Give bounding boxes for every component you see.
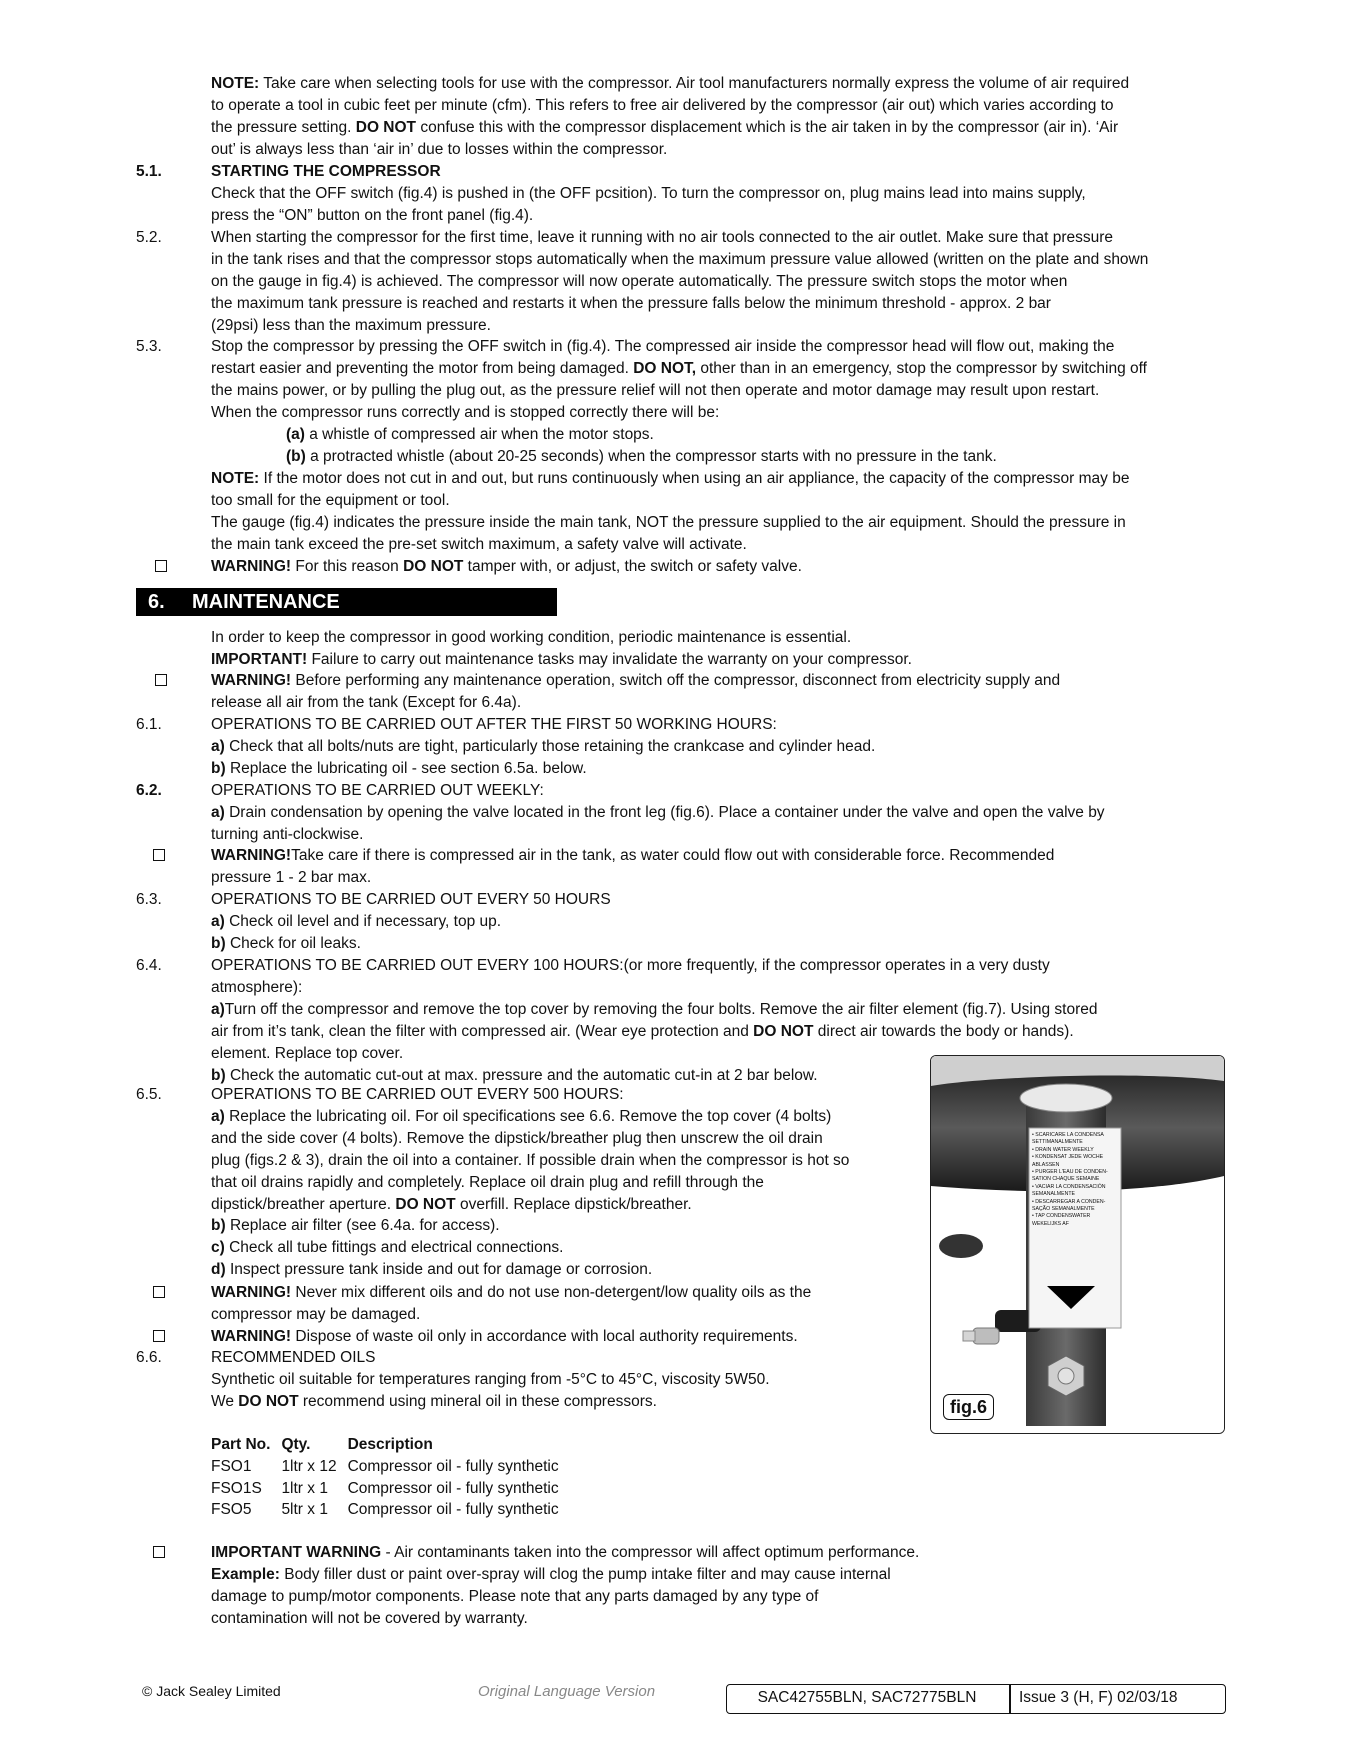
text-run: When the compressor runs correctly and is stopped correctly there will be: — [211, 403, 720, 421]
bold-run: a) — [211, 1000, 225, 1018]
text-run: Check all tube fittings and electrical connections. — [224, 1239, 564, 1257]
bold-run: (b) — [286, 447, 306, 465]
text-line — [211, 650, 912, 670]
text-run: OPERATIONS TO BE CARRIED OUT EVERY 500 HOURS: — [211, 1086, 624, 1103]
text-run: Dispose of waste oil only in accordance with local authority requirements. — [291, 1328, 798, 1345]
table-header-row — [211, 1434, 570, 1456]
bold-run: NOTE: — [211, 470, 260, 487]
text-line — [211, 1565, 891, 1585]
text-run: out’ is always less than ‘air in’ due to losses within the compressor. — [211, 140, 668, 158]
text-run: damage to pump/motor components. Please note that any parts damaged by any type of — [211, 1587, 819, 1605]
text-line — [211, 890, 611, 910]
text-line — [211, 693, 521, 713]
text-line — [211, 557, 802, 577]
section-number-5-3: 5.3. — [136, 338, 162, 355]
footer-model-box — [726, 1684, 1226, 1714]
text-line — [211, 1044, 403, 1064]
bold-run: WARNING! — [211, 672, 292, 689]
section-number-6-2: 6.2. — [136, 782, 162, 799]
text-line — [211, 1260, 652, 1280]
table-cell-part-no: FSO5 — [211, 1501, 252, 1519]
text-line — [211, 118, 1118, 138]
footer-language: Original Language Version — [478, 1683, 656, 1700]
figure-6-drain-valve-photo — [930, 1055, 1225, 1434]
text-line — [211, 469, 1129, 489]
text-line — [211, 1283, 811, 1303]
recommended-oils-table — [211, 1434, 570, 1521]
text-line — [211, 491, 450, 511]
text-run: element. Replace top cover. — [211, 1044, 404, 1062]
text-line — [211, 1066, 818, 1086]
text-line — [211, 316, 491, 336]
bold-run: IMPORTANT WARNING — [211, 1544, 382, 1561]
text-run: The gauge (fig.4) indicates the pressure inside the main tank, NOT the pressure supplied to the air equipment. Should the pressure in — [211, 513, 1126, 531]
text-line — [211, 846, 1054, 866]
text-line — [211, 184, 1086, 204]
text-line — [211, 912, 501, 932]
text-line — [211, 513, 1126, 533]
text-run: Check for oil leaks. — [225, 934, 361, 952]
bold-run: WARNING! — [211, 847, 292, 864]
bold-run: a) — [211, 912, 225, 930]
text-line — [286, 425, 654, 445]
text-line — [211, 294, 1051, 314]
text-run: overfill. Replace dipstick/breather. — [455, 1195, 692, 1213]
text-run: pressure 1 - 2 bar max. — [211, 868, 372, 886]
text-run: the pressure setting. — [211, 118, 356, 136]
text-line — [211, 1609, 528, 1629]
text-run: Check the automatic cut-out at max. pressure and the automatic cut-in at 2 bar below. — [225, 1066, 818, 1084]
text-line — [211, 934, 361, 954]
text-run: Failure to carry out maintenance tasks may invalidate the warranty on your compressor. — [307, 650, 912, 668]
text-line — [211, 1392, 657, 1412]
plate-line: • DESCARREGAR A CONDEN-SAÇÃO SEMANALMENTE — [1032, 1198, 1106, 1213]
text-run: direct air towards the body or hands). — [813, 1022, 1074, 1040]
bold-run: b) — [211, 1217, 226, 1235]
table-header-part-no: Part No. — [211, 1436, 271, 1453]
section-number-6-5: 6.5. — [136, 1086, 162, 1103]
section-number-6-6: 6.6. — [136, 1349, 162, 1366]
text-run: turning anti-clockwise. — [211, 825, 364, 843]
table-cell-description: Compressor oil - fully synthetic — [347, 1457, 559, 1475]
text-line — [211, 759, 587, 779]
bold-run: DO NOT — [355, 118, 417, 136]
text-run: air from it’s tank, clean the filter with compressed air. (Wear eye protection and — [211, 1022, 754, 1040]
text-line — [211, 1107, 831, 1127]
text-run: Inspect pressure tank inside and out for damage or corrosion. — [225, 1261, 653, 1279]
text-line — [211, 359, 1147, 379]
text-run: tamper with, or adjust, the switch or safety valve. — [463, 558, 802, 575]
text-run: and the side cover (4 bolts). Remove the dipstick/breather plug then unscrew the oil drain — [211, 1129, 823, 1147]
text-line — [211, 403, 719, 423]
footer-divider — [1009, 1685, 1011, 1713]
table-cell-qty: 1ltr x 12 — [281, 1457, 337, 1475]
text-run: Take care when selecting tools for use with the compressor. Air tool manufacturers normally express the volume of air required — [259, 75, 1130, 92]
text-run: dipstick/breather aperture. — [211, 1195, 396, 1213]
text-run: Check that the OFF switch (fig.4) is pushed in (the OFF pcsition). To turn the compressor on, plug mains lead into mains supply, — [211, 185, 1086, 202]
plate-line: • PURGER L'EAU DE CONDEN-SATION CHAQUE SEMAINE — [1032, 1169, 1108, 1183]
text-line — [286, 447, 997, 467]
text-line — [211, 628, 851, 648]
text-run: Before performing any maintenance operation, switch off the compressor, disconnect from electricity supply and — [291, 672, 1061, 689]
text-line — [211, 956, 1050, 976]
text-run: In order to keep the compressor in good working condition, periodic maintenance is essential. — [211, 629, 852, 646]
bold-run: (a) — [286, 426, 305, 443]
text-line — [211, 737, 875, 757]
text-run: contamination will not be covered by warranty. — [211, 1609, 528, 1627]
bold-run: DO NOT — [395, 1195, 456, 1213]
warning-checkbox-icon — [153, 849, 165, 861]
text-run: confuse this with the compressor displacement which is the air taken in by the compressor (air in). ‘Air — [416, 118, 1119, 136]
text-line — [211, 1173, 764, 1193]
bold-run: Example: — [211, 1565, 280, 1583]
table-cell-part-no: FSO1 — [211, 1457, 252, 1475]
footer-models: SAC42755BLN, SAC72775BLN — [757, 1689, 977, 1706]
table-cell-part-no: FSO1S — [211, 1479, 262, 1497]
warning-checkbox-icon — [155, 674, 167, 686]
table-cell-description: Compressor oil - fully synthetic — [347, 1501, 559, 1519]
bold-run: b) — [211, 934, 226, 952]
text-run: Synthetic oil suitable for temperatures ranging from -5°C to 45°C, viscosity 5W50. — [211, 1370, 770, 1388]
table-cell-description: Compressor oil - fully synthetic — [347, 1479, 559, 1497]
text-run: the main tank exceed the pre-set switch maximum, a safety valve will activate. — [211, 535, 747, 553]
text-line — [211, 1129, 823, 1149]
text-line — [211, 1543, 919, 1563]
text-run: OPERATIONS TO BE CARRIED OUT EVERY 50 HOURS — [211, 891, 611, 908]
text-line — [211, 272, 1067, 292]
bold-run: DO NOT — [238, 1392, 299, 1410]
text-run: atmosphere): — [211, 978, 303, 996]
text-line — [211, 381, 1099, 401]
text-line — [211, 337, 1114, 357]
bold-run: WARNING! — [211, 558, 292, 575]
bold-run: DO NOT — [403, 558, 464, 575]
bold-run: b) — [211, 1066, 226, 1084]
text-run: press the “ON” button on the front panel (fig.4). — [211, 206, 534, 224]
bold-run: d) — [211, 1261, 226, 1279]
maintenance-header-number: 6. — [148, 591, 165, 613]
bold-run: WARNING! — [211, 1328, 292, 1345]
text-run: - Air contaminants taken into the compressor will affect optimum performance. — [381, 1544, 920, 1561]
text-line — [211, 1348, 376, 1368]
table-header-description: Description — [347, 1436, 433, 1453]
text-line — [211, 1216, 500, 1236]
bold-run: a) — [211, 1107, 225, 1125]
text-run: If the motor does not cut in and out, but runs continuously when using an air appliance, the capacity of the compressor may be — [259, 470, 1130, 487]
text-run: Replace the lubricating oil - see section 6.5a. below. — [225, 759, 587, 777]
text-run: a protracted whistle (about 20-25 seconds) when the compressor starts with no pressure in the tank. — [305, 447, 997, 465]
text-line — [211, 1370, 770, 1390]
text-run: in the tank rises and that the compressor stops automatically when the maximum pressure value allowed (written on the plate and shown — [211, 250, 1149, 268]
plate-line: • TAP CONDENSWATER WEKELIJKS AF — [1032, 1213, 1091, 1227]
text-line — [211, 715, 777, 735]
text-line — [211, 1327, 798, 1347]
text-run: Never mix different oils and do not use non-detergent/low quality oils as the — [291, 1284, 812, 1301]
table-row — [211, 1499, 570, 1521]
warning-checkbox-icon — [155, 560, 167, 572]
text-run: (29psi) less than the maximum pressure. — [211, 316, 491, 334]
text-run: that oil drains rapidly and completely. Replace oil drain plug and refill through the — [211, 1173, 764, 1191]
text-line — [211, 978, 302, 998]
text-run: When starting the compressor for the first time, leave it running with no air tools connected to the air outlet. Make sure that pressure — [211, 229, 1114, 246]
text-run: OPERATIONS TO BE CARRIED OUT WEEKLY: — [211, 782, 544, 799]
text-run: plug (figs.2 & 3), drain the oil into a container. If possible drain when the compressor is hot so — [211, 1151, 850, 1169]
footer-copyright: © Jack Sealey Limited — [142, 1683, 281, 1699]
text-run: the maximum tank pressure is reached and restarts it when the pressure falls below the minimum threshold - approx. 2 bar — [211, 294, 1051, 312]
section-number-6-3: 6.3. — [136, 891, 162, 908]
text-run: OPERATIONS TO BE CARRIED OUT EVERY 100 HOURS:(or more frequently, if the compressor operates in a very dusty — [211, 957, 1050, 974]
section-number-5-2: 5.2. — [136, 229, 162, 246]
text-line — [211, 1000, 1098, 1020]
maintenance-header-title: MAINTENANCE — [192, 591, 340, 613]
footer-issue: Issue 3 (H, F) 02/03/18 — [1019, 1689, 1178, 1706]
text-run: compressor may be damaged. — [211, 1305, 421, 1323]
section-5-1-title: STARTING THE COMPRESSOR — [211, 163, 441, 180]
text-run: Turn off the compressor and remove the top cover by removing the four bolts. Remove the air filter element (fig.7). Using stored — [224, 1000, 1098, 1018]
warning-checkbox-icon — [153, 1286, 165, 1298]
text-line — [211, 781, 544, 801]
bold-run: WARNING! — [211, 1284, 292, 1301]
text-line — [211, 1238, 563, 1258]
text-run: to operate a tool in cubic feet per minute (cfm). This refers to free air delivered by the compressor (air out) which varies according to — [211, 96, 1114, 114]
text-line — [211, 671, 1060, 691]
warning-checkbox-icon — [153, 1330, 165, 1342]
text-run: For this reason — [291, 558, 404, 575]
bold-run: DO NOT — [753, 1022, 814, 1040]
bold-run: c) — [211, 1239, 225, 1257]
bold-run: a) — [211, 737, 225, 755]
text-line — [211, 535, 747, 555]
text-run: on the gauge in fig.4) is achieved. The compressor will now operate automatically. The pressure switch stops the motor when — [211, 272, 1068, 290]
text-line — [211, 74, 1129, 94]
figure-6-plate-text — [1032, 1132, 1120, 1228]
text-run: a whistle of compressed air when the motor stops. — [304, 426, 654, 443]
text-run: Check oil level and if necessary, top up. — [224, 912, 502, 930]
bold-run: IMPORTANT! — [211, 650, 308, 668]
text-line — [211, 250, 1148, 270]
section-number-6-4: 6.4. — [136, 957, 162, 974]
table-row — [211, 1456, 570, 1478]
text-line — [211, 96, 1114, 116]
section-number-6-1: 6.1. — [136, 716, 162, 733]
bold-run: b) — [211, 759, 226, 777]
text-run: the mains power, or by pulling the plug out, as the pressure relief will not then operate and motor damage may result upon restart. — [211, 381, 1100, 399]
text-run: Body filler dust or paint over-spray will clog the pump intake filter and may cause internal — [279, 1565, 891, 1583]
text-line — [211, 803, 1105, 823]
text-line — [211, 140, 667, 160]
plate-line: • VACIAR LA CONDENSACIÓN SEMANALMENTE — [1032, 1183, 1106, 1198]
text-run: other than in an emergency, stop the compressor by switching off — [696, 359, 1147, 377]
plate-line: • SCARICARE LA CONDENSA SETTIMANALMENTE — [1032, 1132, 1104, 1146]
text-line — [211, 1305, 420, 1325]
plate-line: • KONDENSAT JEDE WOCHE ABLASSEN — [1032, 1154, 1104, 1168]
bold-run: NOTE: — [211, 75, 260, 92]
table-header-qty: Qty. — [281, 1436, 311, 1453]
table-cell-qty: 5ltr x 1 — [281, 1501, 328, 1519]
text-run: too small for the equipment or tool. — [211, 491, 450, 509]
plate-line: • DRAIN WATER WEEKLY — [1032, 1146, 1094, 1153]
text-line — [211, 228, 1113, 248]
drain-valve-illustration — [931, 1056, 1224, 1433]
section-number-5-1: 5.1. — [136, 163, 162, 180]
text-line — [211, 1587, 818, 1607]
bold-run: a) — [211, 803, 225, 821]
text-run: OPERATIONS TO BE CARRIED OUT AFTER THE FIRST 50 WORKING HOURS: — [211, 716, 777, 733]
text-run: recommend using mineral oil in these compressors. — [298, 1392, 657, 1410]
text-run: Replace the lubricating oil. For oil specifications see 6.6. Remove the top cover (4 bolts) — [224, 1107, 832, 1125]
text-line — [211, 206, 533, 226]
text-run: release all air from the tank (Except for 6.4a). — [211, 693, 522, 711]
text-line — [211, 1195, 692, 1215]
text-line — [211, 868, 371, 888]
text-line — [211, 1085, 624, 1105]
text-line — [211, 1151, 849, 1171]
text-line — [211, 1022, 1074, 1042]
text-line — [211, 825, 363, 845]
table-row — [211, 1478, 570, 1500]
text-run: Drain condensation by opening the valve located in the front leg (fig.6). Place a container under the valve and open the valve by — [224, 803, 1105, 821]
maintenance-section-header — [136, 588, 557, 616]
text-run: RECOMMENDED OILS — [211, 1349, 376, 1366]
table-cell-qty: 1ltr x 1 — [281, 1479, 328, 1497]
text-run: Stop the compressor by pressing the OFF switch in (fig.4). The compressed air inside the compressor head will flow out, making the — [211, 338, 1115, 355]
text-run: Replace air filter (see 6.4a. for access). — [225, 1217, 500, 1235]
bold-run: DO NOT, — [633, 359, 697, 377]
warning-checkbox-icon — [153, 1546, 165, 1558]
text-run: Take care if there is compressed air in the tank, as water could flow out with considerable force. Recommended — [291, 847, 1055, 864]
text-run: restart easier and preventing the motor from being damaged. — [211, 359, 634, 377]
text-run: We — [211, 1392, 239, 1410]
figure-6-label: fig.6 — [943, 1394, 994, 1420]
text-run: Check that all bolts/nuts are tight, particularly those retaining the crankcase and cylinder head. — [224, 737, 876, 755]
